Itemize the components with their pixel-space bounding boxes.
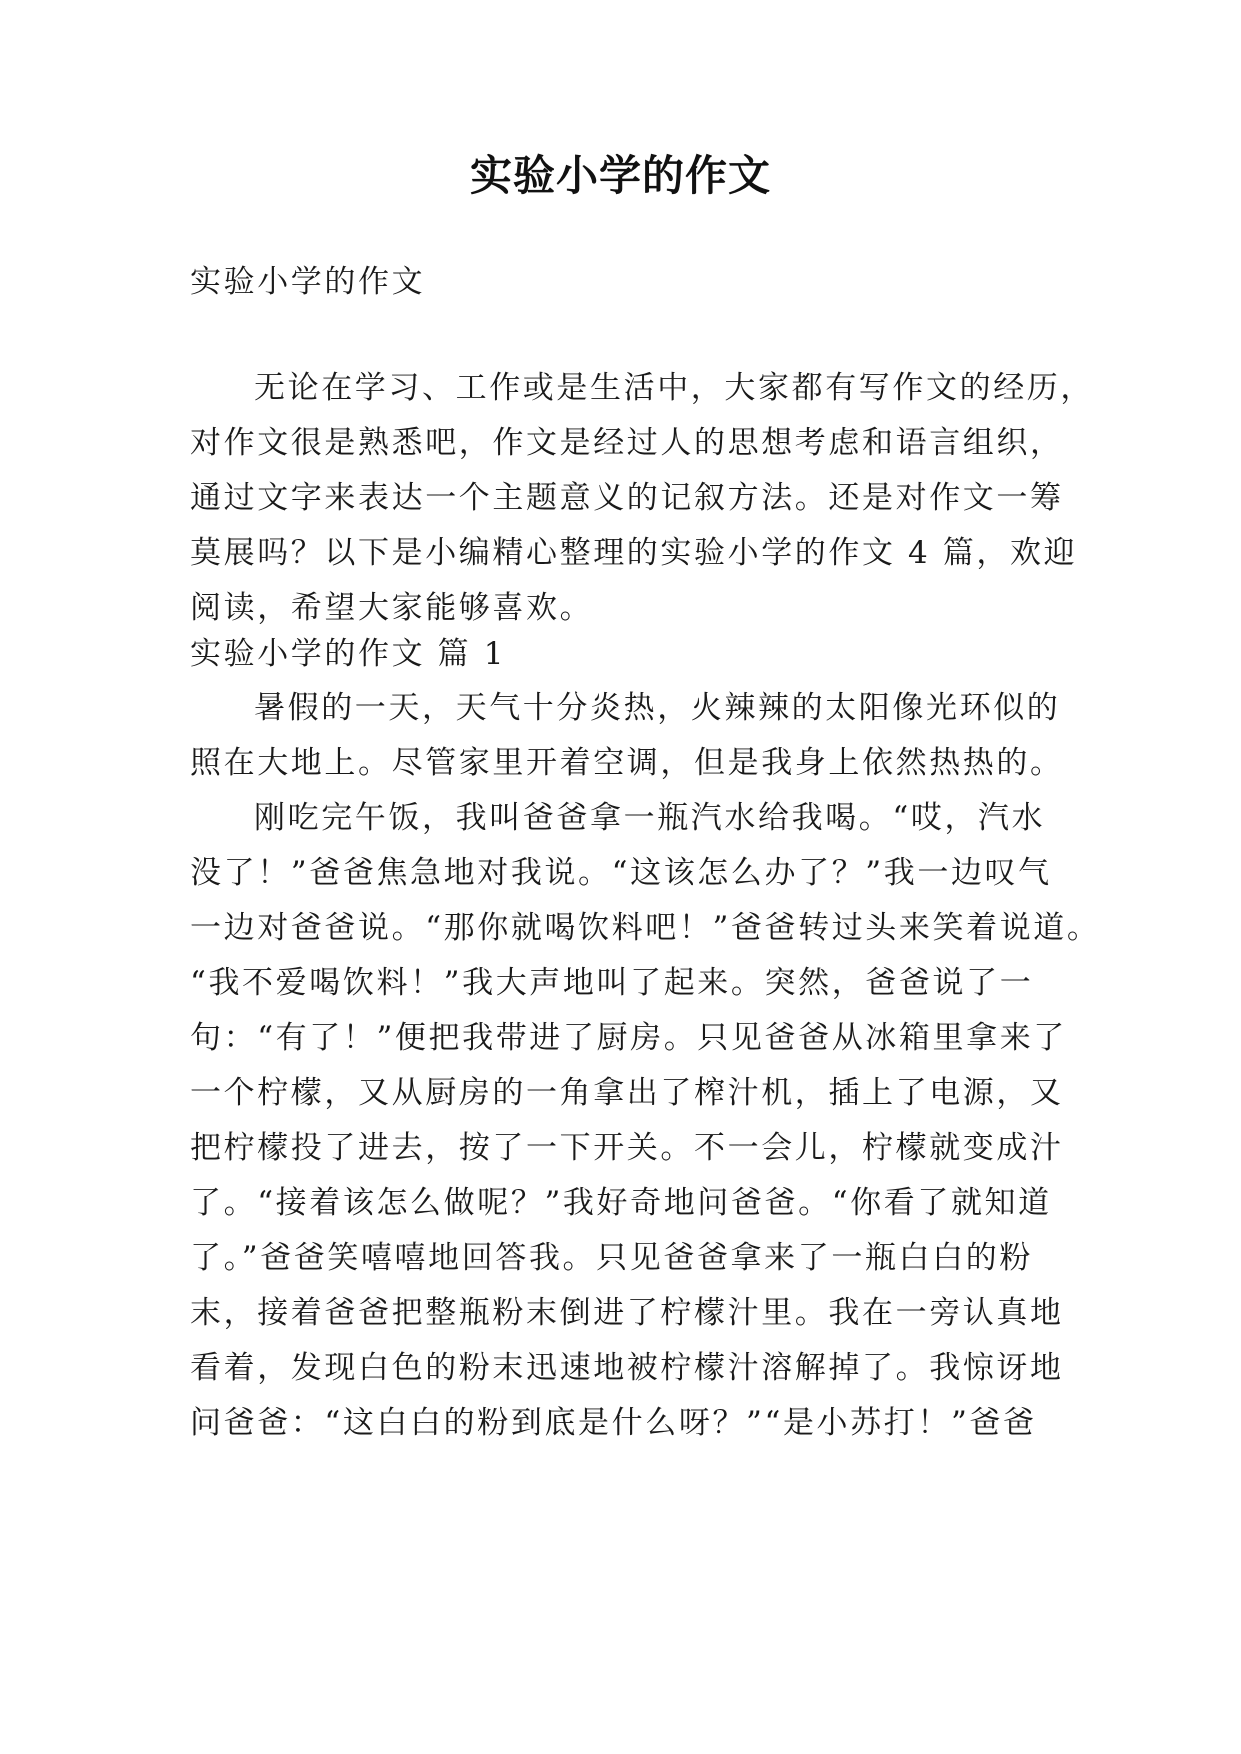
body-line-10: 了。“接着该怎么做呢？”我好奇地问爸爸。“你看了就知道 [190,1185,1052,1221]
intro-line-4: 莫展吗？以下是小编精心整理的实验小学的作文 4 篇，欢迎 [190,535,1078,571]
section-heading: 实验小学的作文 篇 1 [190,636,507,672]
body-line-9: 把柠檬投了进去，按了一下开关。不一会儿，柠檬就变成汁 [190,1130,1064,1166]
body-line-2: 照在大地上。尽管家里开着空调，但是我身上依然热热的。 [190,745,1064,781]
body-line-4: 没了！”爸爸焦急地对我说。“这该怎么办了？”我一边叹气 [190,855,1052,891]
intro-line-2: 对作文很是熟悉吧，作文是经过人的思想考虑和语言组织， [190,425,1064,461]
intro-line-3: 通过文字来表达一个主题意义的记叙方法。还是对作文一筹 [190,480,1064,516]
intro-line-5: 阅读，希望大家能够喜欢。 [190,590,594,626]
body-line-8: 一个柠檬，又从厨房的一角拿出了榨汁机，插上了电源，又 [190,1075,1064,1111]
subtitle-line: 实验小学的作文 [190,264,426,300]
intro-line-1: 无论在学习、工作或是生活中，大家都有写作文的经历， [254,370,1094,406]
body-line-6: “我不爱喝饮料！”我大声地叫了起来。突然，爸爸说了一 [190,965,1034,1001]
body-line-11: 了。”爸爸笑嘻嘻地回答我。只见爸爸拿来了一瓶白白的粉 [190,1240,1033,1276]
body-line-7: 句：“有了！”便把我带进了厨房。只见爸爸从冰箱里拿来了 [190,1020,1067,1056]
body-line-5: 一边对爸爸说。“那你就喝饮料吧！”爸爸转过头来笑着说道。 [190,910,1101,946]
body-line-12: 末，接着爸爸把整瓶粉末倒进了柠檬汁里。我在一旁认真地 [190,1295,1064,1331]
document-title: 实验小学的作文 [469,151,771,200]
body-line-1: 暑假的一天，天气十分炎热，火辣辣的太阳像光环似的 [254,690,1061,726]
body-line-3: 刚吃完午饭，我叫爸爸拿一瓶汽水给我喝。“哎，汽水 [254,800,1046,836]
body-line-14: 问爸爸：“这白白的粉到底是什么呀？”“是小苏打！”爸爸 [190,1405,1037,1441]
body-line-13: 看着，发现白色的粉末迅速地被柠檬汁溶解掉了。我惊讶地 [190,1350,1064,1386]
